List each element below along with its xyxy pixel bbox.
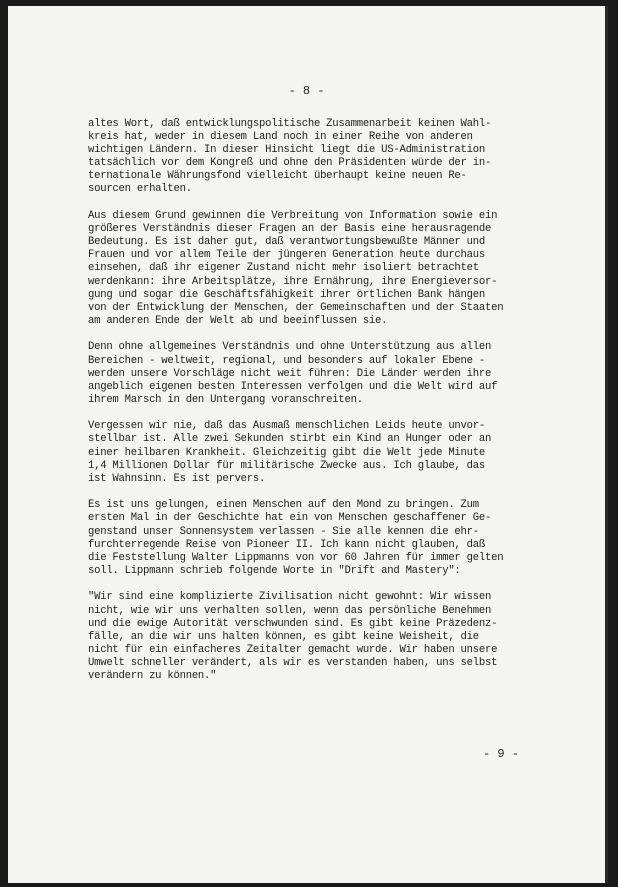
text-line: wichtigen Ländern. In dieser Hinsicht liegt die US-Administration xyxy=(88,144,485,157)
paragraph xyxy=(88,210,558,328)
text-line: tatsächlich vor dem Kongreß und ohne den Präsidenten würde der in- xyxy=(88,157,492,170)
page-number-bottom: - 9 - xyxy=(483,747,520,761)
paragraph xyxy=(88,499,558,578)
text-line: gung und sogar die Geschäftsfähigkeit ihrer örtlichen Bank hängen xyxy=(88,288,485,301)
text-line: stellbar ist. Alle zwei Sekunden stirbt ein Kind an Hunger oder an xyxy=(88,433,492,446)
text-line: und die ewige Autorität verschwunden sind. Es gibt keine Präzedenz- xyxy=(88,617,498,630)
text-line: furchterregende Reise von Pioneer II. Ich kann nicht glauben, daß xyxy=(88,538,485,551)
text-line: kreis hat, weder in diesem Land noch in einer Reihe von anderen xyxy=(88,131,473,144)
text-line: Bedeutung. Es ist daher gut, daß verantwortungsbewußte Männer und xyxy=(88,236,485,249)
paragraph xyxy=(88,420,558,485)
paragraph xyxy=(88,118,558,197)
quote-paragraph xyxy=(88,591,558,683)
text-line: Umwelt schneller verändert, als wir es verstanden haben, uns selbst xyxy=(88,656,498,669)
text-line: "Wir sind eine komplizierte Zivilisation nicht gewohnt: Wir wissen xyxy=(88,591,492,604)
text-line: Es ist uns gelungen, einen Menschen auf den Mond zu bringen. Zum xyxy=(88,499,479,512)
text-line: ihrem Marsch in den Untergang voranschreiten. xyxy=(88,393,363,406)
text-line: am anderen Ende der Welt ab und beeinflussen sie. xyxy=(88,314,388,327)
text-line: ersten Mal in der Geschichte hat ein von Menschen geschaffener Ge- xyxy=(88,512,492,525)
document-page xyxy=(8,6,608,883)
text-line: einer heilbaren Krankheit. Gleichzeitig gibt die Welt jede Minute xyxy=(88,446,485,459)
text-line: werdenkann: ihre Arbeitsplätze, ihre Ernährung, ihre Energieversor- xyxy=(88,275,498,288)
text-line: angeblich eigenen besten Interessen verfolgen und die Welt wird auf xyxy=(88,380,498,393)
text-line: sourcen erhalten. xyxy=(88,183,192,196)
text-line: werden unsere Vorschläge nicht weit führen: Die Länder werden ihre xyxy=(88,367,492,380)
text-line: nicht, wie wir uns verhalten sollen, wenn das persönliche Benehmen xyxy=(88,604,492,617)
text-line: von der Entwicklung der Menschen, der Gemeinschaften und der Staaten xyxy=(88,301,504,314)
text-line: Aus diesem Grund gewinnen die Verbreitung von Information sowie ein xyxy=(88,210,498,223)
text-line: fälle, an die wir uns halten können, es gibt keine Weisheit, die xyxy=(88,630,479,643)
text-line: ist Wahnsinn. Es ist pervers. xyxy=(88,472,266,485)
text-line: Vergessen wir nie, daß das Ausmaß menschlichen Leids heute unvor- xyxy=(88,420,485,433)
text-line: größeres Verständnis dieser Fragen an der Basis eine herausragende xyxy=(88,223,492,236)
text-line: verändern zu können." xyxy=(88,669,217,682)
text-line: Frauen und vor allem Teile der jüngeren Generation heute durchaus xyxy=(88,249,485,262)
text-line: ternationale Währungsfond vielleicht überhaupt keine neuen Re- xyxy=(88,170,467,183)
text-line: die Feststellung Walter Lippmanns von vor 60 Jahren für immer gelten xyxy=(88,551,504,564)
paragraph xyxy=(88,341,558,406)
text-line: Bereichen - weltweit, regional, und besonders auf lokaler Ebene - xyxy=(88,354,485,367)
text-line: soll. Lippmann schrieb folgende Worte in "Drift and Mastery": xyxy=(88,564,461,577)
page-number-top: - 8 - xyxy=(288,84,325,98)
text-line: 1,4 Millionen Dollar für militärische Zwecke aus. Ich glaube, das xyxy=(88,459,485,472)
text-line: Denn ohne allgemeines Verständnis und ohne Unterstützung aus allen xyxy=(88,341,492,354)
text-line: altes Wort, daß entwicklungspolitische Zusammenarbeit keinen Wahl- xyxy=(88,118,492,130)
text-line: einsehen, daß ihr eigener Zustand nicht mehr isoliert betrachtet xyxy=(88,262,479,275)
document-body xyxy=(88,118,558,697)
text-line: nicht für ein einfacheres Zeitalter gemacht wurde. Wir haben unsere xyxy=(88,643,498,656)
text-line: genstand unser Sonnensystem verlassen - Sie alle kennen die ehr- xyxy=(88,525,479,538)
